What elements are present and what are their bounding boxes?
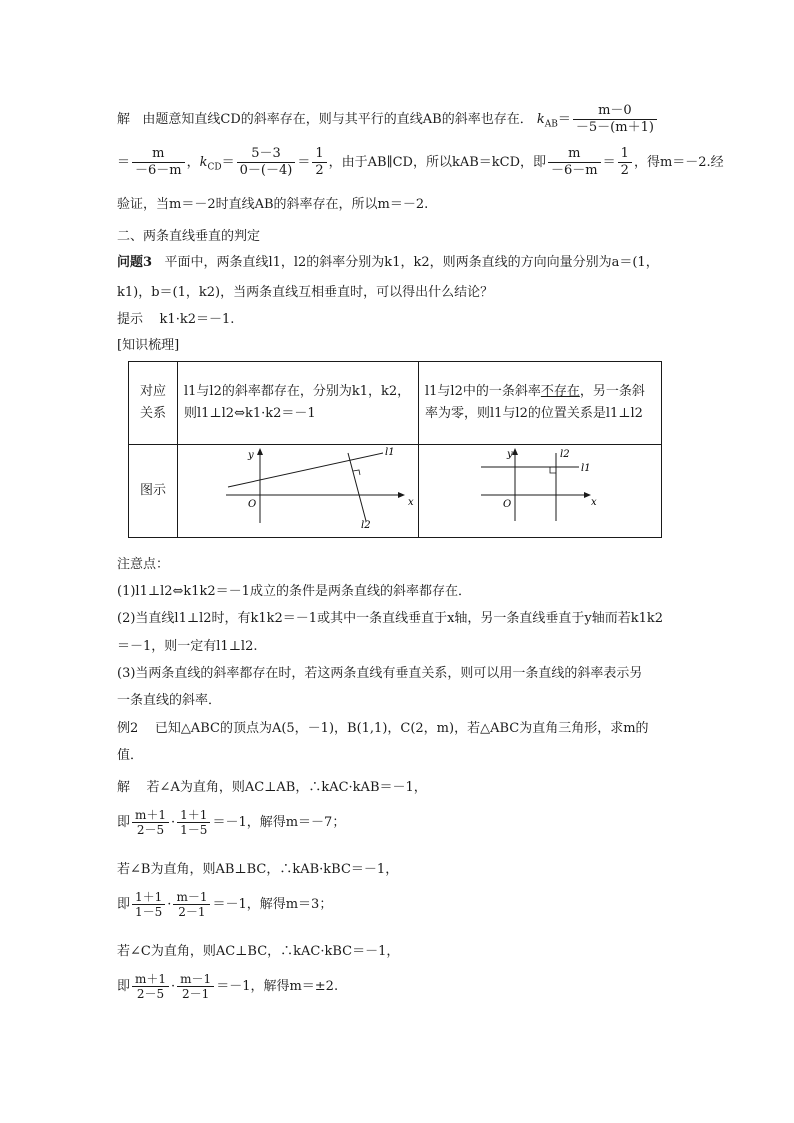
l2-label: l2 [560,449,570,460]
eq2-fraction: $\frac{m}{-6-m}$ [548,146,601,179]
knowledge-label: [知识梳理] [117,338,180,353]
solution1-line3: 验证，当m＝－2时直线AB的斜率存在，所以m＝－2. [117,197,429,212]
x-axis-label: x [408,497,414,508]
origin-label: O [503,499,512,510]
l2-label: l2 [361,520,371,529]
table-cell-both-exist: l1与l2的斜率都存在，分别为k1，k2，则l1⊥l2⇔k1·k2＝－1 [178,362,419,445]
fraction: $\frac{m-1}{2-1}$ [177,972,214,1001]
hint-label: 提示 [117,312,144,327]
fraction: $\frac{m+1}{2-5}$ [132,972,169,1001]
solution1-line1: 解 由题意知直线CD的斜率存在，则与其平行的直线AB的斜率也存在． $k_{AB}=$ $\frac{m-0}{-5-(m+1)}$ [117,103,659,136]
case-a-equation: 即 $\frac{m+1}{2-5}$ · $\frac{1+1}{1-5}$ ＝－1，解得m＝－7； [117,808,346,837]
section-heading: 二、两条直线垂直的判定 [117,229,261,244]
solution1-text3: ，得m＝－2.经 [633,155,724,170]
solution1-text2: ，由于AB∥CD，所以kAB＝kCD，即 [328,155,547,170]
fraction: $\frac{m+1}{2-5}$ [132,808,169,837]
solution-label: 解 [117,112,131,127]
l1-label: l1 [581,463,591,474]
x-axis-label: x [591,497,597,508]
kab-fraction: $\frac{m-0}{-5-(m+1)}$ [573,103,657,136]
fraction: $\frac{1+1}{1-5}$ [177,808,210,837]
solution1-line2: ＝ $\frac{m}{-6-m}$ ，$k_{CD}=$ $\frac{5-3}{0-(-4)}$ ＝ $\frac{1}{2}$ ，由于AB∥CD，所以kAB＝kCD，即 $\frac{m}{-6-m}$ ＝ $\frac{1}{2}$ ，得m＝－2.经 [117,146,724,178]
hint-line: 提示 k1·k2＝－1. [117,312,235,327]
example2-line1: 例2 已知△ABC的顶点为A(5，－1)，B(1,1)，C(2，m)，若△ABC为直角三角形，求m的 [117,721,649,736]
y-axis-label: y [248,450,254,461]
note-3b: 一条直线的斜率． [117,693,222,708]
case-b-line: 若∠B为直角，则AB⊥BC，∴kAB·kBC＝－1， [117,862,399,877]
solution-label: 解 [117,780,131,795]
example2-label: 例2 [117,721,139,736]
solution1-text1: 由题意知直线CD的斜率存在，则与其平行的直线AB的斜率也存在． [142,112,533,127]
question3-line2: k1)，b＝(1，k2)，当两条直线互相垂直时，可以得出什么结论？ [117,285,494,300]
example2-line2: 值． [117,748,144,763]
origin-label: O [248,499,257,510]
eq1-fraction: $\frac{m}{-6-m}$ [132,146,185,179]
case-b-equation: 即 $\frac{1+1}{1-5}$ · $\frac{m-1}{2-1}$ ＝－1，解得m＝3； [117,890,333,919]
table-head-relation: 对应关系 [129,362,178,445]
l1-label: l1 [385,447,395,458]
kcd-fraction: $\frac{5-3}{0-(-4)}$ [237,146,296,179]
note-3a: (3)当两条直线的斜率都存在时，若这两条直线有垂直关系，则可以用一条直线的斜率表示另 [117,666,643,681]
half-fraction-2: $\frac{1}{2}$ [618,146,632,179]
figure-cell-2 [419,445,662,538]
case-a-line: 解 若∠A为直角，则AC⊥AB，∴kAC·kAB＝－1， [117,780,427,795]
notes-heading: 注意点： [117,557,170,572]
case-c-line: 若∠C为直角，则AC⊥BC，∴kAC·kBC＝－1， [117,944,400,959]
figure-cell-1 [178,445,419,538]
table-row [129,445,662,538]
fraction: $\frac{m-1}{2-1}$ [173,890,210,919]
table-row [129,362,662,445]
case-c-equation: 即 $\frac{m+1}{2-5}$ · $\frac{m-1}{2-1}$ ＝－1，解得m＝±2. [117,972,339,1001]
note-2b: ＝－1，则一定有l1⊥l2. [117,639,258,654]
table-cell-one-missing: l1与l2中的一条斜率不存在，另一条斜率为零，则l1与l2的位置关系是l1⊥l2 [419,362,662,445]
fraction: $\frac{1+1}{1-5}$ [132,890,165,919]
table-head-figure: 图示 [129,445,178,538]
knowledge-table [128,361,662,538]
question3-label: 问题3 [117,255,153,270]
half-fraction: $\frac{1}{2}$ [312,146,326,179]
note-2a: (2)当直线l1⊥l2时，有k1k2＝－1或其中一条直线垂直于x轴，另一条直线垂直于y轴而若k1k2 [117,611,664,626]
figure-axis-perpendicular [419,445,659,529]
note-1: (1)l1⊥l2⇔k1k2＝－1成立的条件是两条直线的斜率都存在． [117,584,471,599]
figure-oblique-perpendicular [178,445,418,529]
y-axis-label: y [507,449,513,460]
question3-line1: 问题3 平面中，两条直线l1，l2的斜率分别为k1，k2，则两条直线的方向向量分别为a＝(1， [117,255,659,270]
